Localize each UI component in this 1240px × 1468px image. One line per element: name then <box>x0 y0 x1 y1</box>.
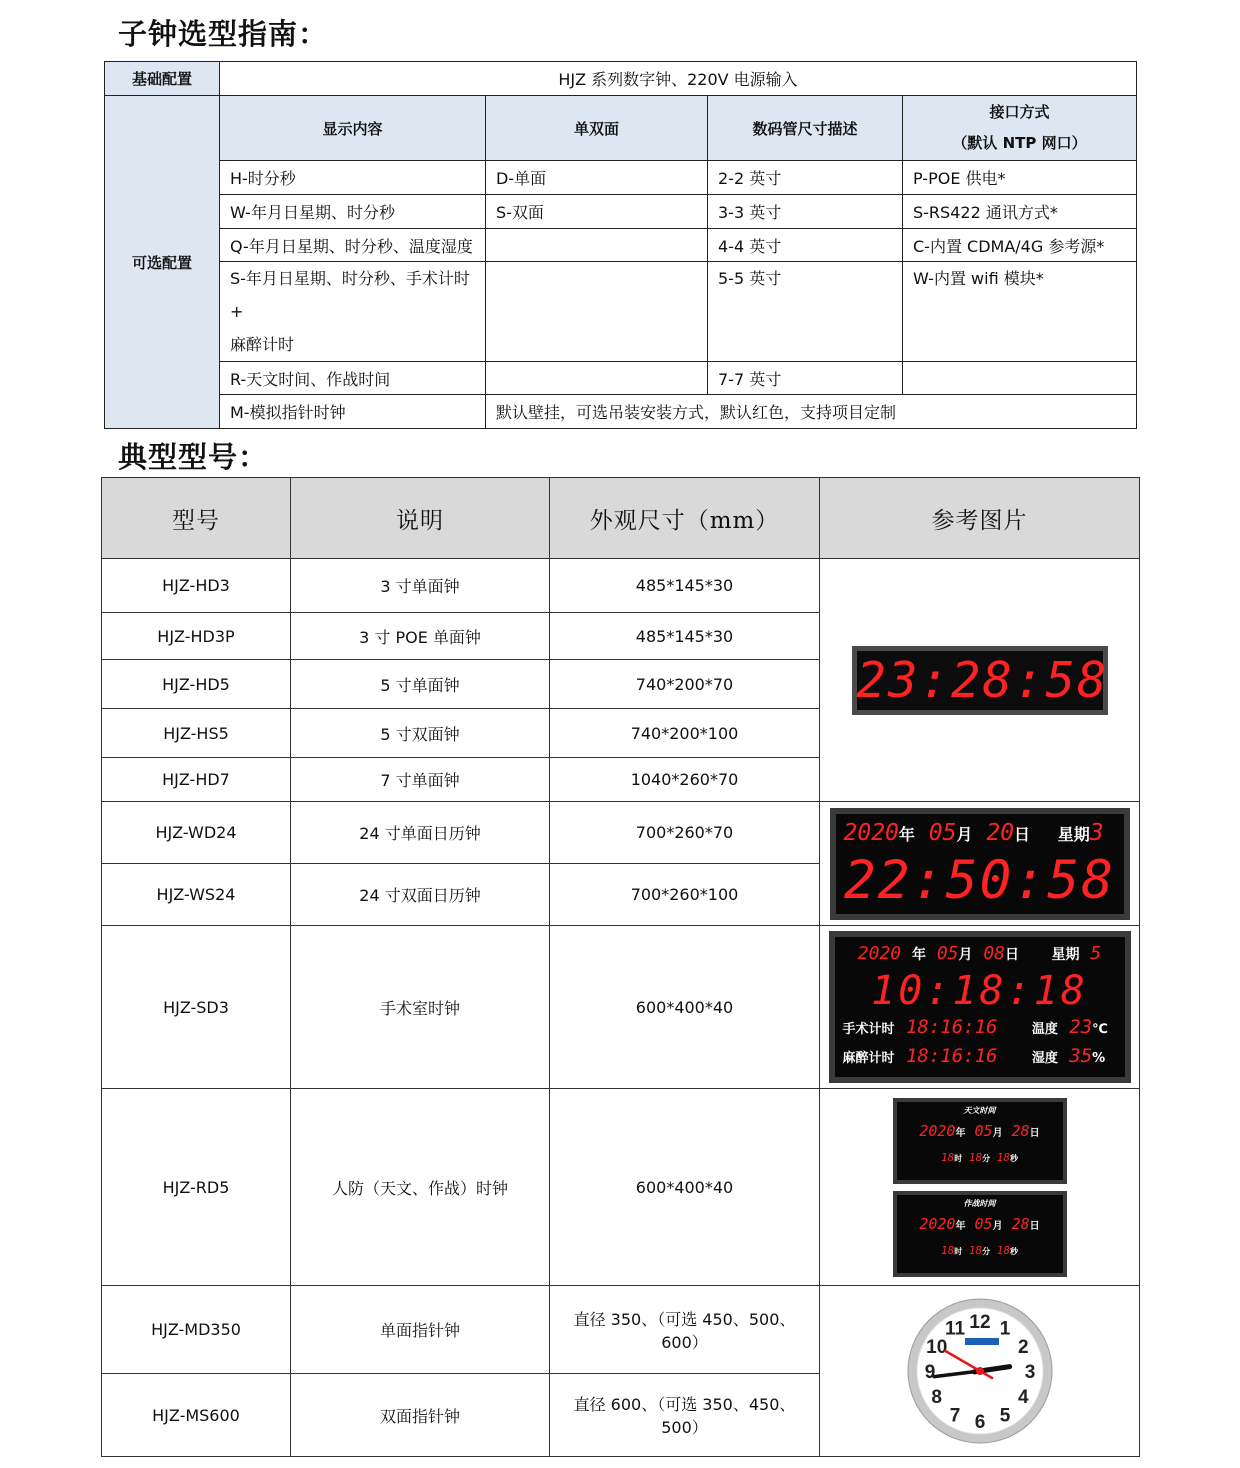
led-civil-defense-clocks-image <box>820 1098 1139 1277</box>
led-hour-unit: 时 <box>954 1153 963 1163</box>
desc-cell: 单面指针钟 <box>291 1286 550 1374</box>
model-cell: HJZ-RD5 <box>102 1089 291 1286</box>
led-hour-unit: 时 <box>954 1246 963 1256</box>
led-minute-unit: 分 <box>982 1246 991 1256</box>
model-cell: HJZ-HD7 <box>102 758 291 802</box>
header-size: 数码管尺寸描述 <box>708 96 903 161</box>
basic-config-text: HJZ 系列数字钟、220V 电源输入 <box>220 62 1137 96</box>
clock-numeral: 2 <box>1017 1337 1029 1358</box>
header-model: 型号 <box>102 478 291 559</box>
option-interface <box>903 362 1137 395</box>
led-anesthesia-row <box>843 1043 1117 1072</box>
clock-numeral: 10 <box>925 1337 947 1358</box>
desc-cell: 3 寸 POE 单面钟 <box>291 613 550 660</box>
model-cell: HJZ-MS600 <box>102 1374 291 1457</box>
led-minute: 18 <box>968 1150 983 1164</box>
dims-cell: 740*200*100 <box>550 709 820 758</box>
option-interface: W-内置 wifi 模块* <box>903 262 1137 362</box>
led-calendar-clock-image <box>830 808 1130 920</box>
clock-center-cap <box>976 1367 984 1375</box>
led-second-unit: 秒 <box>1010 1246 1018 1256</box>
led-astronomical-clock <box>893 1098 1067 1184</box>
header-dims: 外观尺寸（mm） <box>550 478 820 559</box>
image-cell-rd <box>820 1089 1140 1286</box>
led-day: 28 <box>1011 1214 1030 1233</box>
option-sides: D-单面 <box>486 161 708 195</box>
desc-cell: 24 寸双面日历钟 <box>291 864 550 926</box>
led-year-unit: 年 <box>955 1220 966 1232</box>
led-temp-unit: ℃ <box>1092 1022 1108 1037</box>
desc-cell: 人防（天文、作战）时钟 <box>291 1089 550 1286</box>
led-temp: 23 <box>1069 1016 1093 1038</box>
model-cell: HJZ-HS5 <box>102 709 291 758</box>
header-interface-line2: （默认 NTP 网口） <box>952 134 1087 152</box>
option-display: R-天文时间、作战时间 <box>220 362 486 395</box>
dims-cell: 直径 600、（可选 350、450、500） <box>550 1374 820 1457</box>
led-month-unit: 月 <box>992 1127 1003 1139</box>
image-cell-sd <box>820 926 1140 1089</box>
basic-config-label: 基础配置 <box>105 62 220 96</box>
option-size: 2-2 英寸 <box>708 161 903 195</box>
clock-numeral: 11 <box>944 1318 965 1340</box>
clock-numeral: 5 <box>999 1405 1010 1427</box>
clock-numeral: 7 <box>949 1405 960 1427</box>
clock-numeral: 9 <box>924 1362 935 1383</box>
section-title-selection-guide: 子钟选型指南： <box>118 17 329 51</box>
led-hum-unit: % <box>1092 1051 1106 1066</box>
led-second: 18 <box>996 1243 1010 1257</box>
led-month-unit: 月 <box>992 1220 1003 1232</box>
desc-cell: 双面指针钟 <box>291 1374 550 1457</box>
led-year-unit: 年 <box>911 947 926 963</box>
option-display: H-时分秒 <box>220 161 486 195</box>
option-sides <box>486 229 708 262</box>
clock-numeral: 1 <box>999 1318 1010 1340</box>
clock-numeral: 4 <box>1017 1387 1029 1408</box>
option-interface: C-内置 CDMA/4G 参考源* <box>903 229 1137 262</box>
model-cell: HJZ-WS24 <box>102 864 291 926</box>
image-cell-wd <box>820 802 1140 926</box>
led-month: 05 <box>974 1121 993 1140</box>
led-week: 3 <box>1089 819 1104 846</box>
option-note: 默认壁挂，可选吊装安装方式，默认红色，支持项目定制 <box>486 395 1137 429</box>
led-second: 18 <box>996 1150 1010 1164</box>
led-month: 05 <box>974 1214 993 1233</box>
led-caption: 作战时间 <box>963 1198 996 1208</box>
header-sides: 单双面 <box>486 96 708 161</box>
led-temp-label: 温度 <box>1031 1022 1058 1037</box>
led-date-row <box>901 1118 1059 1147</box>
option-size: 5-5 英寸 <box>708 262 903 362</box>
led-minute: 18 <box>968 1243 983 1257</box>
option-display-line2: 麻醉计时 <box>230 335 295 354</box>
led-year-unit: 年 <box>898 824 915 844</box>
model-cell: HJZ-HD3P <box>102 613 291 660</box>
led-caption: 天文时间 <box>963 1105 996 1115</box>
dims-cell: 700*260*100 <box>550 864 820 926</box>
led-year: 2020 <box>843 819 899 846</box>
led-op-time: 18:16:16 <box>905 1016 998 1038</box>
led-year: 2020 <box>857 943 902 964</box>
dims-cell: 600*400*40 <box>550 1089 820 1286</box>
led-month-unit: 月 <box>958 947 973 963</box>
optional-config-label: 可选配置 <box>105 96 220 429</box>
led-combat-clock <box>893 1191 1067 1277</box>
led-hum-label: 湿度 <box>1031 1051 1058 1066</box>
dims-cell: 700*260*70 <box>550 802 820 864</box>
led-time: 10:18:18 <box>871 968 1088 1014</box>
led-year: 2020 <box>919 1121 956 1140</box>
model-cell: HJZ-WD24 <box>102 802 291 864</box>
dims-cell: 485*145*30 <box>550 559 820 613</box>
image-cell-analog <box>820 1286 1140 1457</box>
header-interface <box>903 96 1137 161</box>
desc-cell: 5 寸单面钟 <box>291 660 550 709</box>
led-an-label: 麻醉计时 <box>842 1051 895 1066</box>
led-second-unit: 秒 <box>1010 1153 1018 1163</box>
led-time-row <box>901 1240 1059 1263</box>
led-clock-hd-image: 23:28:58 <box>852 646 1108 715</box>
brand-logo <box>965 1338 999 1345</box>
option-size: 3-3 英寸 <box>708 195 903 229</box>
option-display <box>220 262 486 362</box>
led-date-row <box>844 818 1116 850</box>
model-cell: HJZ-MD350 <box>102 1286 291 1374</box>
clock-numeral: 3 <box>1024 1362 1035 1383</box>
led-day: 20 <box>986 819 1015 846</box>
led-day-unit: 日 <box>1014 824 1031 844</box>
dims-cell: 740*200*70 <box>550 660 820 709</box>
analog-wall-clock-image <box>905 1296 1055 1446</box>
header-display: 显示内容 <box>220 96 486 161</box>
led-date-row <box>843 941 1117 968</box>
dims-cell: 600*400*40 <box>550 926 820 1089</box>
header-interface-line1: 接口方式 <box>989 103 1050 121</box>
dims-cell: 1040*260*70 <box>550 758 820 802</box>
led-operating-room-clock-image <box>829 931 1131 1083</box>
led-time: 22:50:58 <box>843 849 1116 911</box>
dims-cell: 485*145*30 <box>550 613 820 660</box>
led-day-unit: 日 <box>1029 1127 1040 1139</box>
option-display: M-模拟指针时钟 <box>220 395 486 429</box>
option-sides <box>486 262 708 362</box>
led-week: 5 <box>1090 943 1102 964</box>
led-op-label: 手术计时 <box>842 1022 895 1037</box>
desc-cell: 3 寸单面钟 <box>291 559 550 613</box>
led-month-unit: 月 <box>956 824 973 844</box>
led-month: 05 <box>928 819 957 846</box>
led-hour: 18 <box>941 1243 955 1257</box>
desc-cell: 7 寸单面钟 <box>291 758 550 802</box>
desc-cell: 24 寸单面日历钟 <box>291 802 550 864</box>
clock-numeral: 6 <box>974 1412 985 1433</box>
led-year: 2020 <box>919 1214 956 1233</box>
clock-numeral: 8 <box>930 1387 942 1408</box>
option-interface: S-RS422 通讯方式* <box>903 195 1137 229</box>
led-month: 05 <box>936 943 959 964</box>
led-day-unit: 日 <box>1005 947 1020 963</box>
led-week-label: 星期 <box>1057 824 1090 844</box>
model-cell: HJZ-SD3 <box>102 926 291 1089</box>
option-sides <box>486 362 708 395</box>
header-image: 参考图片 <box>820 478 1140 559</box>
option-interface: P-POE 供电* <box>903 161 1137 195</box>
led-day: 08 <box>983 943 1006 964</box>
led-day: 28 <box>1011 1121 1030 1140</box>
option-display: W-年月日星期、时分秒 <box>220 195 486 229</box>
selection-guide-table <box>104 61 1137 429</box>
led-time-row <box>901 1147 1059 1170</box>
section-title-typical-models: 典型型号： <box>118 440 269 474</box>
led-an-time: 18:16:16 <box>905 1045 998 1067</box>
led-week-label: 星期 <box>1051 947 1080 963</box>
led-day-unit: 日 <box>1029 1220 1040 1232</box>
dims-cell: 直径 350、（可选 450、500、600） <box>550 1286 820 1374</box>
option-display: Q-年月日星期、时分秒、温度湿度 <box>220 229 486 262</box>
model-cell: HJZ-HD3 <box>102 559 291 613</box>
option-sides: S-双面 <box>486 195 708 229</box>
header-desc: 说明 <box>291 478 550 559</box>
option-display-line1: S-年月日星期、时分秒、手术计时+ <box>230 269 470 321</box>
option-size: 4-4 英寸 <box>708 229 903 262</box>
led-hour: 18 <box>941 1150 955 1164</box>
led-operation-row <box>843 1014 1117 1043</box>
typical-models-table <box>101 477 1140 1457</box>
image-cell-hd <box>820 559 1140 802</box>
model-cell: HJZ-HD5 <box>102 660 291 709</box>
desc-cell: 手术室时钟 <box>291 926 550 1089</box>
desc-cell: 5 寸双面钟 <box>291 709 550 758</box>
led-minute-unit: 分 <box>982 1153 991 1163</box>
led-year-unit: 年 <box>955 1127 966 1139</box>
option-size: 7-7 英寸 <box>708 362 903 395</box>
led-hum: 35 <box>1069 1045 1093 1067</box>
clock-numeral: 12 <box>968 1312 991 1333</box>
led-date-row <box>901 1211 1059 1240</box>
